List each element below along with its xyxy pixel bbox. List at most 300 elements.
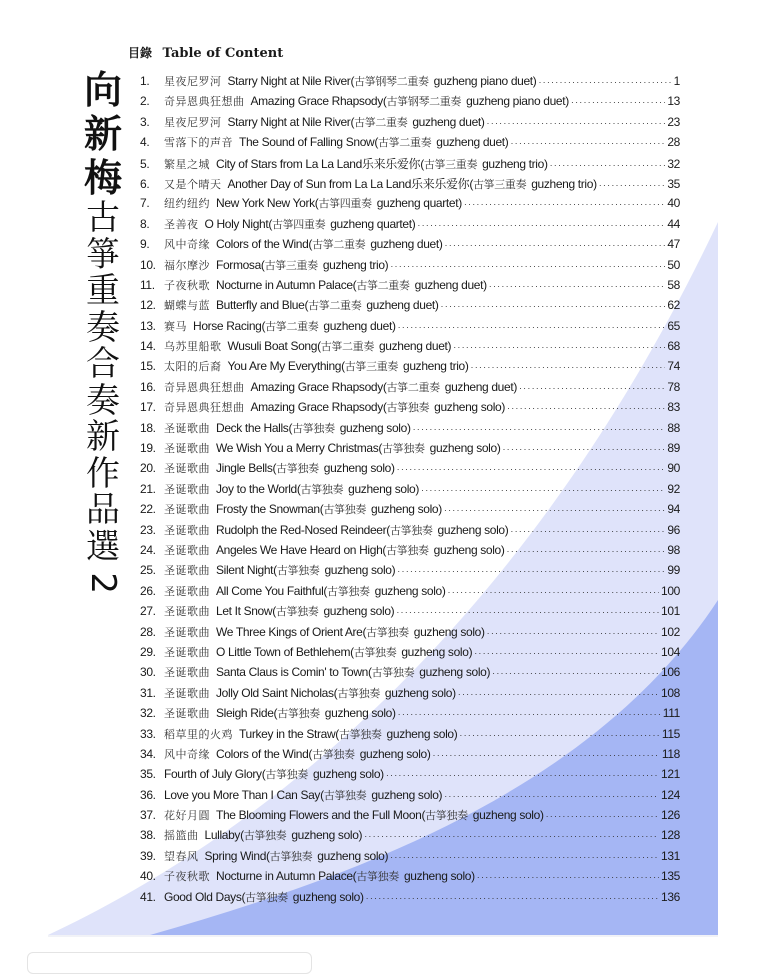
leader-dots — [487, 118, 666, 128]
arrangement-zh: 古箏二重奏 — [308, 299, 362, 313]
page-number: 40 — [667, 196, 680, 211]
entry-title-zh: 乌苏里船歌 — [164, 340, 222, 354]
arrangement-zh: 古箏独奏 — [277, 707, 320, 721]
entry-number: 17. — [140, 400, 156, 415]
arrangement-zh: 古箏二重奏 — [386, 380, 440, 394]
entry-number: 26. — [140, 583, 156, 598]
entry-title-en: Formosa — [216, 257, 261, 272]
entry-number: 16. — [140, 379, 156, 394]
leader-dots — [417, 220, 665, 230]
arrangement-en: guzheng duet — [366, 298, 435, 313]
arrangement-zh: 古箏独奏 — [425, 809, 468, 823]
leader-dots — [421, 485, 665, 495]
toc-entry[interactable] — [140, 746, 680, 766]
leader-dots — [550, 160, 666, 170]
entry-title-zh: 星夜尼罗河 — [164, 115, 222, 129]
entry-title-en: Nocturne in Autumn Palace — [216, 869, 353, 884]
toc-list — [140, 73, 680, 909]
toc-entry[interactable] — [140, 705, 680, 725]
page-number: 28 — [667, 135, 680, 150]
arrangement-en: guzheng trio — [403, 359, 465, 374]
arrangement-zh: 古箏钢琴二重奏 — [354, 75, 429, 88]
entry-arrangement: (古箏独奏 guzheng solo) — [382, 542, 505, 557]
leader-dots — [366, 893, 659, 903]
entry-title-zh: 星夜尼罗河 — [164, 75, 222, 88]
entry-number: 8. — [140, 216, 150, 231]
arrangement-en: guzheng quartet — [330, 216, 412, 231]
entry-arrangement: (古箏独奏 guzheng solo) — [273, 563, 396, 578]
leader-dots — [487, 628, 659, 638]
title-char: 合 — [86, 344, 120, 384]
toc-entry[interactable] — [140, 562, 680, 582]
entry-title-zh: 圣善夜 — [164, 217, 199, 231]
entry-arrangement: (古箏独奏 guzheng solo) — [273, 706, 396, 721]
entry-arrangement: (古箏独奏 guzheng solo) — [323, 583, 446, 598]
entry-number: 3. — [140, 114, 150, 129]
leader-dots — [444, 791, 659, 801]
entry-title-en: Spring Wind — [204, 848, 267, 863]
arrangement-zh: 古箏独奏 — [323, 788, 367, 802]
arrangement-en: guzheng solo — [371, 502, 439, 517]
leader-dots — [444, 505, 665, 515]
entry-title-zh: 圣诞歌曲 — [164, 584, 210, 598]
toc-entry[interactable] — [140, 277, 680, 297]
page-number: 68 — [667, 339, 680, 354]
entry-title-zh: 圣诞歌曲 — [164, 707, 210, 721]
entry-title-zh: 望春风 — [164, 849, 199, 863]
title-char: 新 — [86, 417, 120, 457]
arrangement-en: guzheng solo — [323, 604, 391, 619]
page-number: 121 — [661, 767, 680, 782]
leader-dots — [519, 383, 665, 393]
toc-entry[interactable] — [140, 399, 680, 419]
toc-heading-zh: 目錄 — [128, 46, 153, 60]
arrangement-en: guzheng solo — [419, 665, 487, 680]
entry-arrangement: (古箏独奏 guzheng solo) — [386, 522, 509, 537]
arrangement-zh: 古箏二重奏 — [354, 115, 408, 129]
entry-title-zh: 子夜秋歌 — [164, 870, 210, 884]
entry-title-zh: 福尔摩沙 — [164, 258, 210, 272]
toc-entry[interactable] — [140, 787, 680, 807]
entry-arrangement: (古箏独奏 guzheng solo) — [272, 461, 395, 476]
arrangement-en: guzheng duet — [412, 114, 481, 129]
entry-title-en: Butterfly and Blue — [216, 298, 305, 313]
arrangement-en: guzheng trio — [531, 176, 594, 191]
entry-title-zh: 奇异恩典狂想曲 — [164, 95, 245, 109]
entry-number: 20. — [140, 461, 156, 476]
toc-entry[interactable] — [140, 522, 680, 542]
entry-arrangement: (古箏钢琴二重奏 guzheng piano duet) — [382, 94, 569, 109]
toc-entry[interactable] — [140, 848, 680, 868]
leader-dots — [390, 852, 659, 862]
entry-title-zh: 风中奇缘 — [164, 747, 210, 761]
author-name-vertical — [78, 68, 128, 200]
arrangement-en: guzheng piano duet — [466, 94, 566, 109]
entry-arrangement: (古箏独奏 guzheng solo) — [308, 746, 431, 761]
entry-title-en: New York New York — [216, 196, 315, 211]
entry-number: 33. — [140, 726, 156, 741]
entry-title-en: Frosty the Snowman — [216, 502, 320, 517]
entry-number: 28. — [140, 624, 156, 639]
arrangement-zh: 古箏独奏 — [371, 666, 415, 680]
leader-dots — [398, 709, 661, 719]
toc-entry[interactable] — [140, 644, 680, 664]
entry-title-en: Silent Night — [216, 563, 274, 578]
leader-dots — [458, 689, 659, 699]
entry-arrangement: (古箏独奏 guzheng solo) — [421, 808, 544, 823]
entry-arrangement: (古箏二重奏 guzheng duet) — [317, 339, 452, 354]
arrangement-en: guzheng solo — [371, 787, 439, 802]
arrangement-zh: 古箏二重奏 — [265, 319, 319, 333]
toc-entry[interactable] — [140, 766, 680, 786]
leader-dots — [510, 526, 665, 536]
toc-entry[interactable] — [140, 685, 680, 705]
arrangement-en: guzheng solo — [437, 522, 505, 537]
title-char: 箏 — [86, 234, 120, 275]
entry-arrangement: (古箏独奏 guzheng solo) — [272, 604, 395, 619]
leader-dots — [398, 322, 666, 332]
toc-entry[interactable] — [140, 175, 680, 195]
page-number: 78 — [667, 379, 680, 394]
entry-title-en: Jolly Old Saint Nicholas — [216, 685, 334, 700]
entry-number: 32. — [140, 706, 156, 721]
arrangement-zh: 古箏三重奏 — [472, 177, 527, 191]
page-number: 124 — [661, 787, 680, 802]
entry-arrangement: (古箏独奏 guzheng solo) — [378, 441, 501, 456]
arrangement-en: guzheng solo — [324, 706, 392, 721]
arrangement-zh: 古箏四重奏 — [271, 217, 326, 231]
entry-arrangement: (古箏二重奏 guzheng duet) — [352, 277, 487, 292]
leader-dots — [492, 668, 659, 678]
arrangement-zh: 古箏二重奏 — [378, 136, 432, 150]
page-number: 89 — [667, 441, 680, 456]
leader-dots — [390, 261, 665, 271]
toc-entry[interactable] — [140, 338, 680, 358]
entry-title-zh: 圣诞歌曲 — [164, 442, 210, 456]
entry-arrangement: (古箏独奏 guzheng solo) — [240, 828, 363, 843]
toc-entry[interactable] — [140, 889, 680, 909]
entry-number: 10. — [140, 257, 156, 272]
toc-entry[interactable] — [140, 420, 680, 440]
entry-title-zh: 圣诞歌曲 — [164, 462, 210, 476]
entry-arrangement: (古箏二重奏 guzheng duet) — [261, 318, 396, 333]
toc-entry[interactable] — [140, 542, 680, 562]
title-char: 梅 — [83, 155, 122, 200]
entry-number: 22. — [140, 502, 156, 517]
arrangement-zh: 古箏二重奏 — [356, 278, 410, 292]
entry-title-en: Amazing Grace Rhapsody — [250, 94, 383, 109]
entry-title-zh: 圣诞歌曲 — [164, 645, 210, 659]
entry-arrangement: (古箏独奏 guzheng solo) — [350, 644, 473, 659]
entry-title-en: We Three Kings of Orient Are — [216, 624, 363, 639]
entry-title-en: Good Old Days — [164, 889, 242, 904]
leader-dots — [599, 180, 666, 190]
entry-title-zh: 太阳的后裔 — [164, 360, 222, 374]
page-number: 88 — [667, 420, 680, 435]
entry-title-zh: 圣诞歌曲 — [164, 625, 210, 639]
leader-dots — [459, 730, 660, 740]
entry-title-zh: 花好月圓 — [164, 809, 210, 823]
leader-dots — [433, 750, 660, 760]
title-char: 奏 — [86, 307, 120, 348]
entry-title-zh: 圣诞歌曲 — [164, 564, 210, 578]
toc-entry[interactable] — [140, 134, 680, 154]
arrangement-zh: 古箏独奏 — [353, 645, 397, 659]
entry-arrangement: (古箏二重奏 guzheng duet) — [382, 379, 517, 394]
arrangement-zh: 古箏独奏 — [276, 564, 320, 578]
arrangement-en: guzheng solo — [324, 563, 392, 578]
entry-title-en: The Sound of Falling Snow — [239, 135, 375, 150]
entry-arrangement: (古箏二重奏 guzheng duet) — [374, 135, 509, 150]
entry-number: 4. — [140, 135, 150, 150]
leader-dots — [397, 566, 665, 576]
entry-arrangement: (古箏三重奏 guzheng trio) — [260, 257, 389, 272]
entry-number: 9. — [140, 237, 150, 252]
page-number: 111 — [662, 706, 680, 721]
leader-dots — [571, 97, 665, 107]
page-number: 23 — [667, 114, 680, 129]
entry-number: 27. — [140, 604, 156, 619]
arrangement-en: guzheng solo — [386, 726, 454, 741]
toc-entry[interactable] — [140, 807, 680, 827]
entry-number: 29. — [140, 644, 156, 659]
arrangement-en: guzheng solo — [317, 848, 385, 863]
arrangement-en: guzheng piano duet — [433, 74, 533, 88]
entry-arrangement: (古箏独奏 guzheng solo) — [261, 767, 384, 782]
page-number: 44 — [667, 216, 680, 231]
toc-entry[interactable] — [140, 73, 680, 93]
entry-number: 41. — [140, 889, 156, 904]
entry-number: 5. — [140, 156, 150, 171]
page-number: 92 — [667, 481, 680, 496]
entry-arrangement: (古箏四重奏 guzheng quartet) — [268, 216, 416, 231]
entry-title-en: Let It Snow — [216, 604, 273, 619]
page-number: 47 — [667, 237, 680, 252]
entry-number: 23. — [140, 522, 156, 537]
entry-title-zh: 圣诞歌曲 — [164, 503, 210, 517]
entry-title-en: Colors of the Wind — [216, 746, 309, 761]
leader-dots — [413, 424, 666, 434]
entry-title-en: O Little Town of Bethlehem — [216, 644, 351, 659]
arrangement-en: guzheng solo — [384, 685, 453, 700]
page-number: 90 — [667, 461, 680, 476]
entry-title-en: Rudolph the Red-Nosed Reindeer — [216, 522, 387, 537]
entry-number: 21. — [140, 481, 156, 496]
entry-number: 35. — [140, 767, 156, 782]
entry-title-en: Another Day of Sun from La La Land乐来乐爱你 — [227, 176, 470, 191]
toc-entry[interactable] — [140, 827, 680, 847]
entry-number: 14. — [140, 339, 156, 354]
arrangement-en: guzheng solo — [403, 869, 472, 884]
toc-entry[interactable] — [140, 114, 680, 134]
arrangement-en: guzheng quartet — [376, 196, 459, 211]
leader-dots — [546, 811, 659, 821]
page-number: 65 — [667, 318, 680, 333]
toc-entry[interactable] — [140, 603, 680, 623]
entry-arrangement: (古箏三重奏 guzheng trio) — [469, 176, 597, 191]
toc-entry[interactable] — [140, 379, 680, 399]
arrangement-en: guzheng duet — [414, 277, 484, 292]
arrangement-en: guzheng solo — [323, 461, 391, 476]
entry-title-en: Amazing Grace Rhapsody — [250, 400, 383, 415]
entry-number: 13. — [140, 318, 156, 333]
arrangement-zh: 古箏独奏 — [356, 870, 399, 884]
toc-entry[interactable] — [140, 318, 680, 338]
toc-entry[interactable] — [140, 195, 680, 215]
page-number: 50 — [667, 257, 680, 272]
entry-number: 34. — [140, 746, 156, 761]
entry-number: 25. — [140, 563, 156, 578]
arrangement-zh: 古箏独奏 — [300, 482, 344, 496]
leader-dots — [538, 77, 671, 87]
page-number: 101 — [661, 604, 680, 619]
arrangement-zh: 古箏二重奏 — [320, 340, 374, 354]
arrangement-zh: 古箏独奏 — [243, 829, 287, 843]
entry-title-zh: 圣诞歌曲 — [164, 543, 210, 557]
page-number: 118 — [661, 746, 680, 761]
page-number: 94 — [667, 502, 680, 517]
entry-title-en: You Are My Everything — [227, 359, 342, 374]
toc-entry[interactable] — [140, 481, 680, 501]
arrangement-zh: 古箏独奏 — [275, 605, 319, 619]
toc-heading — [128, 44, 283, 61]
entry-title-zh: 奇异恩典狂想曲 — [164, 380, 245, 394]
toc-entry[interactable] — [140, 236, 680, 256]
toc-entry[interactable] — [140, 257, 680, 277]
page-number: 74 — [667, 359, 680, 374]
leader-dots — [507, 403, 665, 413]
book-title-vertical — [78, 200, 128, 602]
arrangement-zh: 古箏独奏 — [382, 442, 425, 456]
entry-arrangement: (古箏独奏 guzheng solo) — [333, 685, 456, 700]
entry-number: 36. — [140, 787, 156, 802]
entry-title-en: Joy to the World — [216, 481, 297, 496]
entry-title-en: Colors of the Wind — [216, 237, 309, 252]
entry-title-en: Starry Night at Nile River — [227, 74, 351, 88]
arrangement-en: guzheng solo — [433, 542, 501, 557]
arrangement-en: guzheng solo — [472, 808, 540, 823]
entry-title-en: Wusuli Boat Song — [227, 339, 318, 354]
page-number: 100 — [661, 583, 680, 598]
entry-arrangement: (古箏二重奏 guzheng duet) — [350, 114, 485, 129]
entry-title-zh: 圣诞歌曲 — [164, 666, 210, 680]
entry-title-en: Love you More Than I Can Say — [164, 787, 321, 802]
toc-entry[interactable] — [140, 501, 680, 521]
entry-number: 37. — [140, 808, 156, 823]
entry-arrangement: (古箏独奏 guzheng solo) — [335, 726, 458, 741]
page-number: 58 — [667, 277, 680, 292]
leader-dots — [445, 240, 666, 250]
entry-title-zh: 稻草里的火鸡 — [164, 727, 233, 741]
toc-entry[interactable] — [140, 726, 680, 746]
page-number: 131 — [661, 848, 680, 863]
page-number: 104 — [661, 644, 680, 659]
toc-entry[interactable] — [140, 297, 680, 317]
entry-arrangement: (古箏独奏 guzheng solo) — [266, 848, 389, 863]
arrangement-zh: 古箏独奏 — [312, 747, 355, 761]
toc-entry[interactable] — [140, 664, 680, 684]
page-number: 98 — [667, 542, 680, 557]
entry-number: 18. — [140, 420, 156, 435]
title-char: 向 — [83, 67, 122, 112]
arrangement-zh: 古箏四重奏 — [318, 197, 372, 211]
page-number: 13 — [667, 94, 680, 109]
entry-title-en: Nocturne in Autumn Palace — [216, 277, 353, 292]
entry-number: 19. — [140, 441, 156, 456]
toc-entry[interactable] — [140, 358, 680, 378]
leader-dots — [397, 464, 666, 474]
leader-dots — [471, 362, 666, 372]
arrangement-en: guzheng solo — [374, 583, 442, 598]
arrangement-zh: 古箏独奏 — [337, 686, 380, 700]
entry-title-en: O Holy Night — [204, 216, 269, 231]
entry-title-zh: 圣诞歌曲 — [164, 605, 210, 619]
toc-entry[interactable] — [140, 460, 680, 480]
arrangement-en: guzheng duet — [444, 379, 514, 394]
entry-arrangement: (古箏二重奏 guzheng duet) — [308, 237, 443, 252]
page-number: 62 — [667, 298, 680, 313]
entry-number: 38. — [140, 828, 156, 843]
entry-number: 1. — [140, 74, 150, 88]
leader-dots — [386, 770, 659, 780]
bottom-panel-edge — [27, 952, 312, 974]
leader-dots — [453, 342, 665, 352]
entry-arrangement: (古箏独奏 guzheng solo) — [352, 869, 475, 884]
entry-arrangement: (古箏独奏 guzheng solo) — [296, 481, 420, 496]
arrangement-en: guzheng solo — [312, 767, 381, 782]
toc-entry[interactable] — [140, 93, 680, 113]
toc-entry[interactable] — [140, 440, 680, 460]
page-number: 136 — [661, 889, 680, 904]
entry-title-en: Lullaby — [204, 828, 241, 843]
leader-dots — [396, 607, 659, 617]
entry-number: 12. — [140, 298, 156, 313]
arrangement-zh: 古箏独奏 — [265, 768, 308, 782]
page-number: 1 — [673, 74, 680, 88]
toc-entry[interactable] — [140, 216, 680, 236]
entry-title-en: All Come You Faithful — [216, 583, 324, 598]
entry-number: 31. — [140, 685, 156, 700]
entry-title-zh: 蝴蝶与蓝 — [164, 299, 210, 313]
arrangement-zh: 古箏独奏 — [245, 890, 288, 904]
entry-arrangement: (古箏独奏 guzheng solo) — [288, 420, 411, 435]
leader-dots — [441, 301, 666, 311]
arrangement-en: guzheng solo — [429, 441, 497, 456]
entry-title-zh: 风中奇缘 — [164, 238, 210, 252]
page-number: 35 — [667, 176, 680, 191]
arrangement-zh: 古箏独奏 — [389, 523, 433, 537]
leader-dots — [448, 587, 660, 597]
toc-entry[interactable] — [140, 583, 680, 603]
arrangement-zh: 古箏独奏 — [323, 503, 367, 517]
entry-title-en: Santa Claus is Comin' to Town — [216, 665, 368, 680]
entry-title-en: Horse Racing — [193, 318, 262, 333]
arrangement-zh: 古箏独奏 — [276, 462, 319, 476]
arrangement-en: guzheng trio — [322, 257, 385, 272]
leader-dots — [489, 281, 666, 291]
page-number: 135 — [661, 869, 680, 884]
toc-entry[interactable] — [140, 624, 680, 644]
entry-title-zh: 赛马 — [164, 319, 187, 333]
leader-dots — [464, 199, 666, 209]
toc-entry[interactable] — [140, 868, 680, 888]
entry-arrangement: (古箏二重奏 guzheng duet) — [304, 298, 439, 313]
entry-number: 2. — [140, 94, 150, 109]
toc-entry[interactable] — [140, 155, 680, 175]
entry-title-en: Angeles We Have Heard on High — [216, 542, 383, 557]
entry-arrangement: (古箏钢琴二重奏 guzheng piano duet) — [350, 74, 537, 88]
page-number: 96 — [667, 522, 680, 537]
